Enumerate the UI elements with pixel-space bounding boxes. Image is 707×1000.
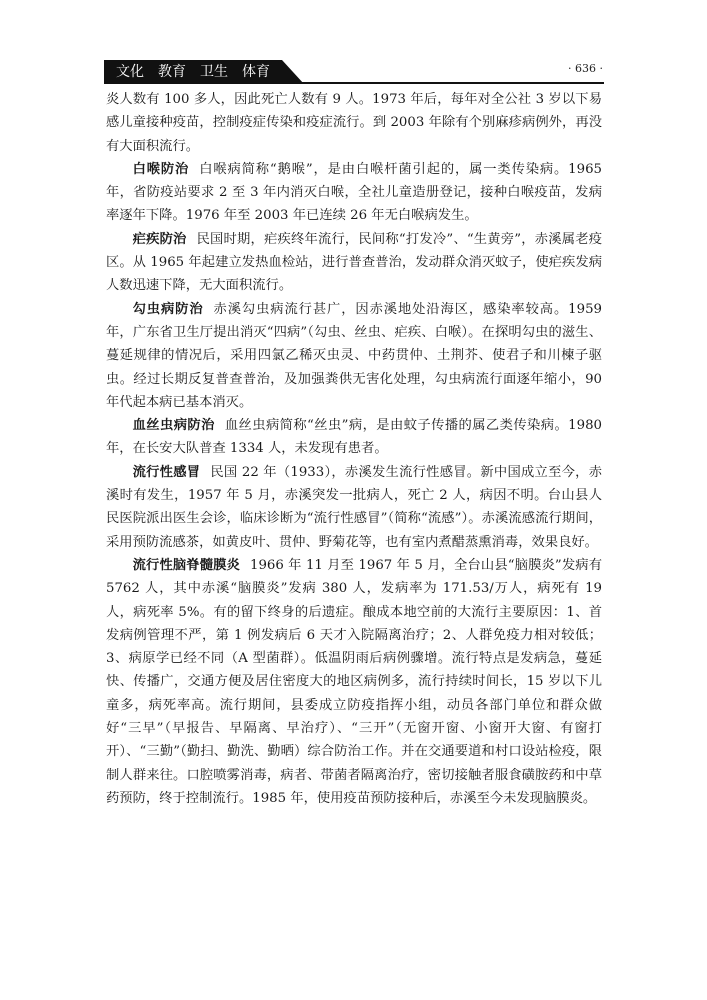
paragraph-meningitis — [106, 554, 602, 810]
paragraph-body: 民国时期，疟疾终年流行，民间称“打发冷”、“生黄旁”，赤溪属老疫区。从 1965 年起建立发热血检站，进行普查普治，发动群众消灭蚊子，使疟疾发病人数迅速下降，无大面积流行。 — [106, 231, 603, 294]
paragraph-title: 流行性感冒 — [132, 464, 201, 480]
paragraph-body: 1966 年 11 月至 1967 年 5 月，全台山县“脑膜炎”发病有 5762 人，其中赤溪“脑膜炎”发病 380 人，发病率为 171.53/万人，病死有 19 人，病死率 5%。有的留下终身的后遗症。酿成本地空前的大流行主要原因：1、首发病例管理不严，第 1 例发病后 6 天才入院隔离治疗；2、人群免疫力相对较低；3、病原学已经不同（A 型菌群）。低温阴雨后病例骤增。流行特点是发病急，蔓延快、传播广，交通方便及居住密度大的地区病例多，流行持续时间长，15 岁以下儿童多，病死率高。流行期间，县委成立防疫指挥小组，动员各部门单位和群众做好“三早”（早报告、早隔离、早治疗）、“三开”（无窗开窗、小窗开大窗、有窗打开）、“三勤”（勤扫、勤洗、勤晒）综合防治工作。并在交通要道和村口设站检疫，限制人群来往。口腔喷雾消毒，病者、带菌者隔离治疗，密切接触者服食磺胺药和中草药预防，终于控制流行。1985 年，使用疫苗预防接种后，赤溪至今未发现脑膜炎。 — [106, 557, 602, 806]
paragraph-hookworm — [106, 298, 602, 414]
paragraph-title: 血丝虫病防治 — [132, 418, 215, 434]
paragraph-title: 疟疾防治 — [132, 231, 187, 247]
paragraph-title: 白喉防治 — [132, 161, 190, 177]
paragraph-influenza — [106, 461, 602, 554]
paragraph-body: 民国 22 年（1933），赤溪发生流行性感冒。新中国成立至今，赤溪时有发生，1957 年 5 月，赤溪突发一批病人，死亡 2 人，病因不明。台山县人民医院派出医生会诊，临床诊断为“流行性感冒”（简称“流感”）。赤溪流感流行期间，采用预防流感茶，如黄皮叶、贯仲、野菊花等，也有室内煮醋蒸熏消毒，效果良好。 — [106, 464, 603, 550]
header-rule — [104, 82, 604, 84]
paragraph-continuation — [106, 88, 602, 158]
section-title: 文化 教育 卫生 体育 — [116, 64, 270, 80]
paragraph-body: 血丝虫病简称“丝虫”病，是由蚊子传播的属乙类传染病。1980 年，在长安大队普查 1334 人，未发现有患者。 — [106, 418, 603, 457]
paragraph-malaria — [106, 228, 602, 298]
paragraph-filariasis — [106, 414, 602, 461]
page-number: · 636 · — [568, 62, 603, 75]
paragraph-diphtheria — [106, 158, 602, 228]
header-banner — [104, 60, 284, 84]
paragraph-title: 流行性脑脊髓膜炎 — [132, 557, 240, 573]
paragraph-title: 勾虫病防治 — [132, 301, 204, 317]
paragraph-body: 白喉病简称“鹅喉”，是由白喉杆菌引起的，属一类传染病。1965 年，省防疫站要求 2 至 3 年内消灭白喉，全社儿童造册登记，接种白喉疫苗，发病率逐年下降。1976 年至 2003 年已连续 26 年无白喉病发生。 — [106, 161, 603, 224]
page-content — [106, 88, 602, 810]
paragraph-body: 赤溪勾虫病流行甚广，因赤溪地处沿海区，感染率较高。1959 年，广东省卫生厅提出消灭“四病”（勾虫、丝虫、疟疾、白喉）。在探明勾虫的滋生、蔓延规律的情况后，采用四氯乙稀灭虫灵、中药贯仲、土荆芥、使君子和川楝子驱虫。经过长期反复普查普治，及加强粪供无害化处理，勾虫病流行面逐年缩小，90 年代起本病已基本消灭。 — [106, 301, 603, 410]
paragraph-body: 炎人数有 100 多人，因此死亡人数有 9 人。1973 年后，每年对全公社 3 岁以下易感儿童接种疫苗，控制疫症传染和疫症流行。到 2003 年除有个别麻疹病例外，再没有大面积流行。 — [106, 92, 602, 154]
